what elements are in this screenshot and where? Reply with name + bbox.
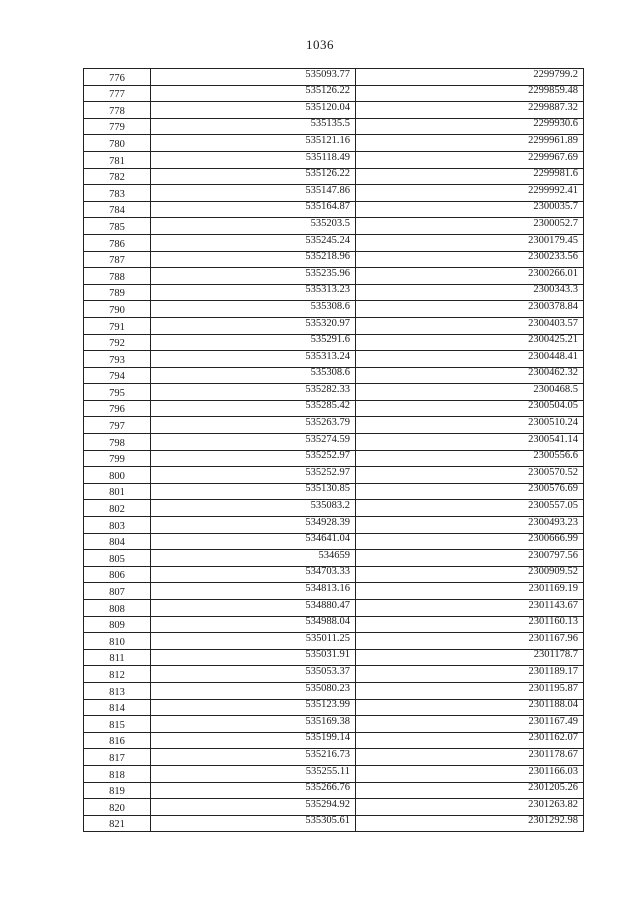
y-coordinate-value: 2300510.24 [528,417,578,429]
table-row [84,716,584,733]
y-coordinate-cell [356,633,584,650]
x-coordinate-cell [151,616,356,633]
y-coordinate-cell [356,251,584,268]
table-row [84,782,584,799]
x-coordinate-cell [151,284,356,301]
y-coordinate-cell [356,716,584,733]
x-coordinate-value: 535308.6 [310,367,350,379]
point-number-cell: 789 [84,284,151,301]
x-coordinate-cell [151,517,356,534]
y-coordinate-cell [356,550,584,567]
table-row [84,749,584,766]
y-coordinate-cell [356,218,584,235]
x-coordinate-cell [151,782,356,799]
x-coordinate-cell [151,185,356,202]
y-coordinate-value: 2300797.56 [528,549,578,561]
point-number-cell: 792 [84,334,151,351]
y-coordinate-cell [356,85,584,102]
x-coordinate-value: 535121.16 [305,134,350,146]
x-coordinate-value: 535126.22 [305,85,350,97]
point-number-cell: 783 [84,185,151,202]
x-coordinate-value: 535164.87 [305,201,350,213]
point-number-cell: 795 [84,384,151,401]
table-row [84,334,584,351]
y-coordinate-value: 2300909.52 [528,566,578,578]
x-coordinate-cell [151,201,356,218]
x-coordinate-value: 535235.96 [305,267,350,279]
y-coordinate-cell [356,151,584,168]
x-coordinate-value: 534988.04 [305,616,350,628]
x-coordinate-value: 535252.97 [305,450,350,462]
point-number-cell: 782 [84,168,151,185]
x-coordinate-cell [151,533,356,550]
y-coordinate-cell [356,434,584,451]
y-coordinate-value: 2301166.03 [528,765,578,777]
point-number-cell: 809 [84,616,151,633]
x-coordinate-cell [151,649,356,666]
y-coordinate-cell [356,135,584,152]
x-coordinate-cell [151,85,356,102]
x-coordinate-value: 535216.73 [305,748,350,760]
point-number-cell: 816 [84,732,151,749]
x-coordinate-cell [151,732,356,749]
y-coordinate-cell [356,301,584,318]
x-coordinate-value: 535218.96 [305,251,350,263]
y-coordinate-value: 2300557.05 [528,500,578,512]
point-number-cell: 814 [84,699,151,716]
point-number-cell: 802 [84,500,151,517]
point-number-cell: 786 [84,234,151,251]
point-number-cell: 796 [84,400,151,417]
x-coordinate-value: 535308.6 [310,300,350,312]
y-coordinate-value: 2300052.7 [533,217,578,229]
table-row [84,234,584,251]
table-row [84,400,584,417]
x-coordinate-value: 535255.11 [305,765,350,777]
table-row [84,500,584,517]
table-row [84,301,584,318]
y-coordinate-value: 2299799.2 [533,68,578,80]
table-row [84,384,584,401]
x-coordinate-value: 535053.37 [305,665,350,677]
y-coordinate-value: 2300541.14 [528,433,578,445]
y-coordinate-cell [356,467,584,484]
x-coordinate-value: 534703.33 [305,566,350,578]
table-row [84,151,584,168]
y-coordinate-cell [356,815,584,832]
x-coordinate-value: 535252.97 [305,466,350,478]
table-row [84,566,584,583]
point-number-cell: 788 [84,268,151,285]
y-coordinate-value: 2300462.32 [528,367,578,379]
x-coordinate-value: 534813.16 [305,583,350,594]
x-coordinate-value: 535126.22 [305,168,350,180]
y-coordinate-value: 2301160.13 [528,616,578,628]
x-coordinate-value: 535118.49 [305,151,350,163]
x-coordinate-value: 535123.99 [305,699,350,711]
table-row [84,550,584,567]
table-row [84,699,584,716]
point-number-cell: 817 [84,749,151,766]
point-number-cell: 800 [84,467,151,484]
table-row [84,732,584,749]
x-coordinate-cell [151,69,356,86]
table-row [84,434,584,451]
x-coordinate-cell [151,749,356,766]
x-coordinate-cell [151,799,356,816]
y-coordinate-cell [356,201,584,218]
x-coordinate-cell [151,716,356,733]
y-coordinate-cell [356,699,584,716]
x-coordinate-cell [151,251,356,268]
y-coordinate-value: 2301263.82 [528,798,578,810]
x-coordinate-value: 535320.97 [305,317,350,329]
x-coordinate-value: 535199.14 [305,732,350,744]
x-coordinate-cell [151,467,356,484]
point-number-cell: 778 [84,102,151,119]
x-coordinate-value: 535266.76 [305,782,350,794]
x-coordinate-value: 535313.23 [305,284,350,296]
y-coordinate-value: 2300576.69 [528,483,578,495]
x-coordinate-value: 535120.04 [305,101,350,113]
point-number-cell: 820 [84,799,151,816]
y-coordinate-cell [356,417,584,434]
table-row [84,450,584,467]
point-number-cell: 806 [84,566,151,583]
y-coordinate-value: 2299981.6 [533,168,578,180]
x-coordinate-cell [151,550,356,567]
y-coordinate-value: 2299992.41 [528,184,578,196]
x-coordinate-value: 535011.25 [305,632,350,644]
x-coordinate-value: 535203.5 [310,217,350,229]
coordinates-table [83,68,584,832]
y-coordinate-cell [356,799,584,816]
y-coordinate-cell [356,234,584,251]
point-number-cell: 801 [84,483,151,500]
y-coordinate-value: 2301189.17 [528,665,578,677]
y-coordinate-cell [356,782,584,799]
x-coordinate-value: 535130.85 [305,483,350,495]
x-coordinate-cell [151,500,356,517]
y-coordinate-cell [356,483,584,500]
point-number-cell: 808 [84,600,151,617]
point-number-cell: 807 [84,583,151,600]
x-coordinate-cell [151,699,356,716]
table-row [84,367,584,384]
y-coordinate-value: 2300448.41 [528,350,578,362]
x-coordinate-cell [151,633,356,650]
table-row [84,682,584,699]
x-coordinate-value: 534659 [318,549,350,561]
table-row [84,417,584,434]
y-coordinate-cell [356,268,584,285]
table-row [84,118,584,135]
y-coordinate-cell [356,334,584,351]
coordinates-table-body [84,69,584,832]
x-coordinate-value: 535291.6 [310,334,350,346]
point-number-cell: 821 [84,815,151,832]
y-coordinate-cell [356,284,584,301]
table-row [84,69,584,86]
y-coordinate-cell [356,616,584,633]
x-coordinate-cell [151,666,356,683]
point-number-cell: 805 [84,550,151,567]
table-row [84,218,584,235]
y-coordinate-value: 2300378.84 [528,300,578,312]
point-number-cell: 785 [84,218,151,235]
x-coordinate-cell [151,317,356,334]
point-number-cell: 811 [84,649,151,666]
x-coordinate-cell [151,600,356,617]
y-coordinate-cell [356,450,584,467]
y-coordinate-value: 2299887.32 [528,101,578,113]
y-coordinate-cell [356,351,584,368]
x-coordinate-cell [151,118,356,135]
y-coordinate-value: 2300468.5 [533,383,578,395]
point-number-cell: 798 [84,434,151,451]
x-coordinate-cell [151,234,356,251]
x-coordinate-cell [151,566,356,583]
y-coordinate-value: 2300179.45 [528,234,578,246]
y-coordinate-cell [356,118,584,135]
x-coordinate-cell [151,417,356,434]
table-row [84,351,584,368]
point-number-cell: 804 [84,533,151,550]
point-number-cell: 777 [84,85,151,102]
y-coordinate-value: 2300233.56 [528,251,578,263]
y-coordinate-value: 2300425.21 [528,334,578,346]
y-coordinate-cell [356,367,584,384]
x-coordinate-cell [151,765,356,782]
y-coordinate-cell [356,69,584,86]
point-number-cell: 780 [84,135,151,152]
point-number-cell: 810 [84,633,151,650]
table-row [84,185,584,202]
table-row [84,533,584,550]
x-coordinate-cell [151,334,356,351]
x-coordinate-value: 535169.38 [305,715,350,727]
y-coordinate-value: 2301292.98 [528,815,578,827]
y-coordinate-value: 2301167.96 [528,632,578,644]
table-row [84,317,584,334]
x-coordinate-cell [151,583,356,600]
x-coordinate-value: 535031.91 [305,649,350,661]
x-coordinate-cell [151,218,356,235]
table-row [84,517,584,534]
y-coordinate-cell [356,682,584,699]
point-number-cell: 815 [84,716,151,733]
x-coordinate-cell [151,483,356,500]
y-coordinate-cell [356,600,584,617]
x-coordinate-value: 535245.24 [305,234,350,246]
table-row [84,616,584,633]
y-coordinate-value: 2301178.67 [528,748,578,760]
table-row [84,799,584,816]
y-coordinate-value: 2299930.6 [533,118,578,130]
table-row [84,467,584,484]
y-coordinate-value: 2301162.07 [528,732,578,744]
table-row [84,765,584,782]
point-number-cell: 787 [84,251,151,268]
y-coordinate-value: 2299859.48 [528,85,578,97]
y-coordinate-value: 2301205.26 [528,782,578,794]
point-number-cell: 819 [84,782,151,799]
point-number-cell: 803 [84,517,151,534]
x-coordinate-value: 534880.47 [305,599,350,611]
table-row [84,85,584,102]
x-coordinate-value: 535263.79 [305,417,350,429]
x-coordinate-value: 535080.23 [305,682,350,694]
y-coordinate-value: 2300570.52 [528,466,578,478]
x-coordinate-cell [151,450,356,467]
table-row [84,102,584,119]
x-coordinate-value: 535274.59 [305,433,350,445]
y-coordinate-cell [356,317,584,334]
x-coordinate-value: 535083.2 [310,500,350,512]
x-coordinate-cell [151,815,356,832]
x-coordinate-cell [151,367,356,384]
table-row [84,268,584,285]
y-coordinate-cell [356,749,584,766]
point-number-cell: 781 [84,151,151,168]
y-coordinate-cell [356,384,584,401]
page-number: 1036 [306,37,334,52]
x-coordinate-value: 535305.61 [305,815,350,827]
point-number-cell: 799 [84,450,151,467]
point-number-cell: 779 [84,118,151,135]
y-coordinate-value: 2300266.01 [528,267,578,279]
y-coordinate-value: 2301167.49 [528,715,578,727]
x-coordinate-value: 535285.42 [305,400,350,412]
point-number-cell: 790 [84,301,151,318]
y-coordinate-value: 2301178.7 [533,649,578,661]
point-number-cell: 791 [84,317,151,334]
x-coordinate-cell [151,434,356,451]
y-coordinate-cell [356,649,584,666]
x-coordinate-value: 535093.77 [305,68,350,80]
point-number-cell: 797 [84,417,151,434]
x-coordinate-cell [151,151,356,168]
y-coordinate-value: 2300666.99 [528,533,578,545]
y-coordinate-value: 2301188.04 [528,699,578,711]
y-coordinate-value: 2300343.3 [533,284,578,296]
x-coordinate-value: 535282.33 [305,383,350,395]
y-coordinate-cell [356,168,584,185]
y-coordinate-value: 2299961.89 [528,134,578,146]
x-coordinate-cell [151,682,356,699]
x-coordinate-cell [151,102,356,119]
point-number-cell: 812 [84,666,151,683]
y-coordinate-cell [356,533,584,550]
x-coordinate-cell [151,384,356,401]
x-coordinate-value: 535294.92 [305,798,350,810]
x-coordinate-value: 534641.04 [305,533,350,545]
y-coordinate-cell [356,566,584,583]
y-coordinate-cell [356,400,584,417]
x-coordinate-value: 535313.24 [305,350,350,362]
x-coordinate-cell [151,135,356,152]
table-row [84,135,584,152]
point-number-cell: 818 [84,765,151,782]
table-row [84,583,584,600]
table-row [84,600,584,617]
table-row [84,251,584,268]
y-coordinate-cell [356,102,584,119]
y-coordinate-value: 2300035.7 [533,201,578,213]
x-coordinate-cell [151,301,356,318]
y-coordinate-value: 2300403.57 [528,317,578,329]
x-coordinate-value: 534928.39 [305,516,350,528]
y-coordinate-value: 2301143.67 [528,599,578,611]
point-number-cell: 813 [84,682,151,699]
point-number-cell: 784 [84,201,151,218]
x-coordinate-cell [151,400,356,417]
y-coordinate-cell [356,732,584,749]
table-row [84,201,584,218]
x-coordinate-cell [151,351,356,368]
y-coordinate-cell [356,517,584,534]
x-coordinate-value: 535135.5 [310,118,350,130]
x-coordinate-value: 535147.86 [305,184,350,196]
point-number-cell: 794 [84,367,151,384]
y-coordinate-cell [356,666,584,683]
table-row [84,284,584,301]
table-row [84,483,584,500]
y-coordinate-cell [356,583,584,600]
y-coordinate-cell [356,765,584,782]
y-coordinate-value: 2301195.87 [528,682,578,694]
x-coordinate-cell [151,168,356,185]
point-number-cell: 776 [84,69,151,86]
y-coordinate-value: 2300556.6 [533,450,578,462]
y-coordinate-value: 2301169.19 [528,583,578,594]
y-coordinate-value: 2299967.69 [528,151,578,163]
table-row [84,815,584,832]
table-row [84,649,584,666]
table-row [84,666,584,683]
y-coordinate-value: 2300504.05 [528,400,578,412]
y-coordinate-value: 2300493.23 [528,516,578,528]
point-number-cell: 793 [84,351,151,368]
table-row [84,633,584,650]
y-coordinate-cell [356,185,584,202]
y-coordinate-cell [356,500,584,517]
x-coordinate-cell [151,268,356,285]
table-row [84,168,584,185]
